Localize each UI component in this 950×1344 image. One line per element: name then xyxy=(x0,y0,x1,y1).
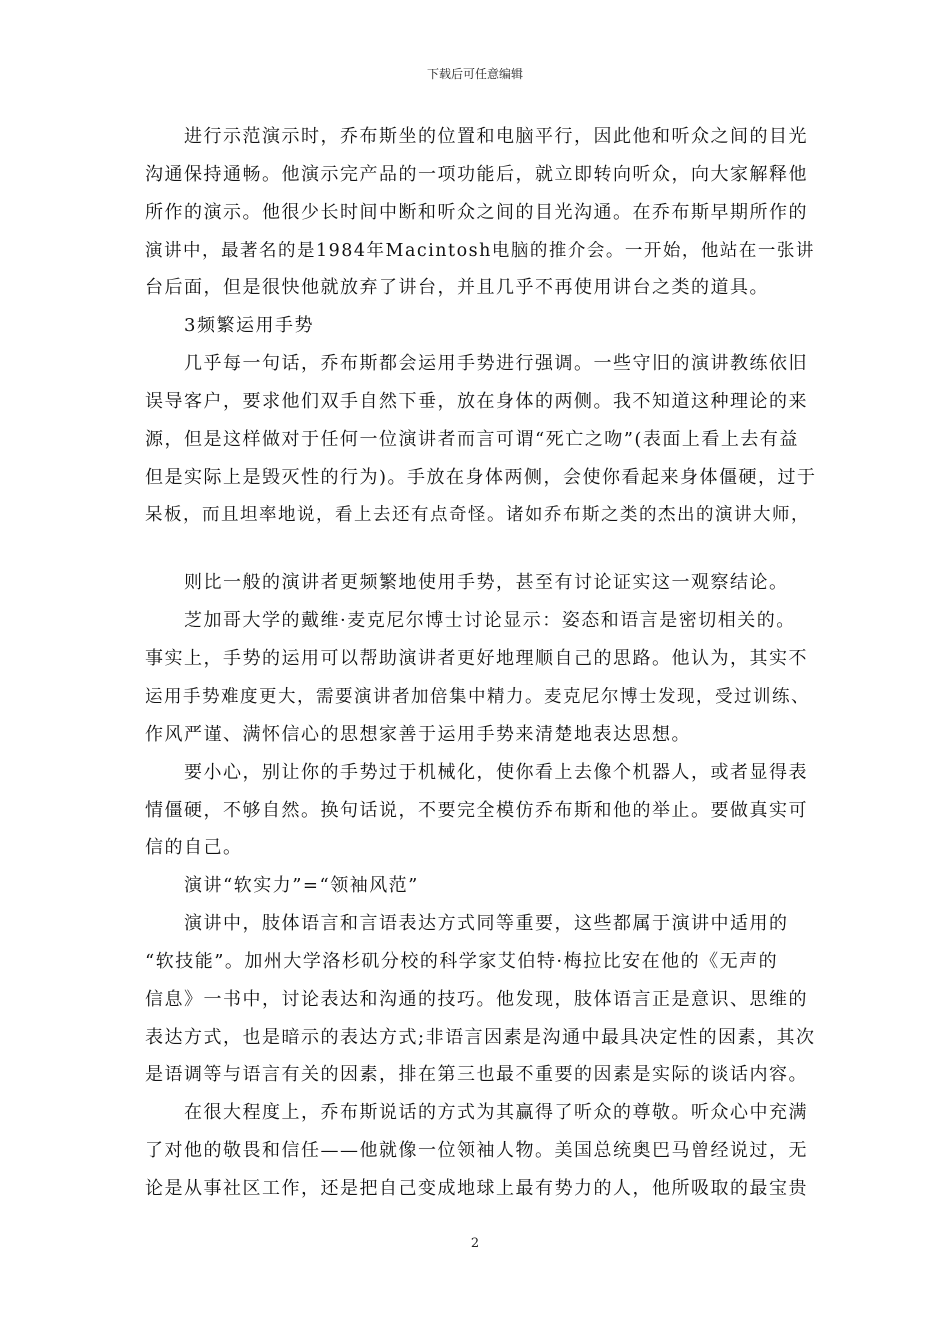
text-line: 是语调等与语言有关的因素，排在第三也最不重要的因素是实际的谈话内容。 xyxy=(145,1064,808,1085)
page-header: 下载后可任意编辑 xyxy=(426,67,523,81)
text-line: 信的自己。 xyxy=(145,837,243,858)
text-line: “软技能”。加州大学洛杉矶分校的科学家艾伯特·梅拉比安在他的《无声的 xyxy=(145,951,779,972)
text-line: 演讲中，肢体语言和言语表达方式同等重要，这些都属于演讲中适用的 xyxy=(145,913,789,934)
text-line: 了对他的敬畏和信任——他就像一位领袖人物。美国总统奥巴马曾经说过，无 xyxy=(145,1140,808,1161)
text-line: 在很大程度上，乔布斯说话的方式为其赢得了听众的尊敬。听众心中充满 xyxy=(145,1102,808,1123)
text-line: 事实上，手势的运用可以帮助演讲者更好地理顺自己的思路。他认为，其实不 xyxy=(145,648,808,669)
text-line: 台后面，但是很快他就放弃了讲台，并且几乎不再使用讲台之类的道具。 xyxy=(145,277,769,298)
section-heading: 3频繁运用手势 xyxy=(145,315,314,336)
text-line: 表达方式，也是暗示的表达方式;非语言因素是沟通中最具决定性的因素，其次 xyxy=(145,1027,816,1048)
text-line: 沟通保持通畅。他演示完产品的一项功能后，就立即转向听众，向大家解释他 xyxy=(145,164,808,185)
text-line: 所作的演示。他很少长时间中断和听众之间的目光沟通。在乔布斯早期所作的 xyxy=(145,202,808,223)
text-line: 源，但是这样做对于任何一位演讲者而言可谓“死亡之吻”(表面上看上去有益 xyxy=(145,429,799,450)
text-line: 运用手势难度更大，需要演讲者加倍集中精力。麦克尼尔博士发现，受过训练、 xyxy=(145,687,810,707)
text-line: 作风严谨、满怀信心的思想家善于运用手势来清楚地表达思想。 xyxy=(145,724,691,745)
text-line: 几乎每一句话，乔布斯都会运用手势进行强调。一些守旧的演讲教练依旧 xyxy=(145,353,808,374)
text-line: 但是实际上是毁灭性的行为)。手放在身体两侧，会使你看起来身体僵硬，过于 xyxy=(145,467,817,488)
text-line: 信息》一书中，讨论表达和沟通的技巧。他发现，肢体语言正是意识、思维的 xyxy=(145,989,808,1010)
text-line: 进行示范演示时，乔布斯坐的位置和电脑平行，因此他和听众之间的目光 xyxy=(145,126,808,147)
text-line: 误导客户，要求他们双手自然下垂，放在身体的两侧。我不知道这种理论的来 xyxy=(145,391,808,412)
text-line: 则比一般的演讲者更频繁地使用手势，甚至有讨论证实这一观察结论。 xyxy=(145,572,789,593)
text-line: 呆板，而且坦率地说，看上去还有点奇怪。诸如乔布斯之类的杰出的演讲大师， xyxy=(145,505,810,525)
text-line: 情僵硬，不够自然。换句话说，不要完全模仿乔布斯和他的举止。要做真实可 xyxy=(145,800,808,821)
page-number: 2 xyxy=(470,1236,480,1251)
text-line: 芝加哥大学的戴维·麦克尼尔博士讨论显示：姿态和语言是密切相关的。 xyxy=(145,610,796,631)
text-line: 要小心，别让你的手势过于机械化，使你看上去像个机器人，或者显得表 xyxy=(145,762,808,783)
text-line: 演讲中，最著名的是1984年Macintosh电脑的推介会。一开始，他站在一张讲 xyxy=(145,241,815,261)
text-line: 论是从事社区工作，还是把自己变成地球上最有势力的人，他所吸取的最宝贵 xyxy=(145,1178,808,1199)
section-heading: 演讲“软实力”=“领袖风范” xyxy=(145,875,419,896)
